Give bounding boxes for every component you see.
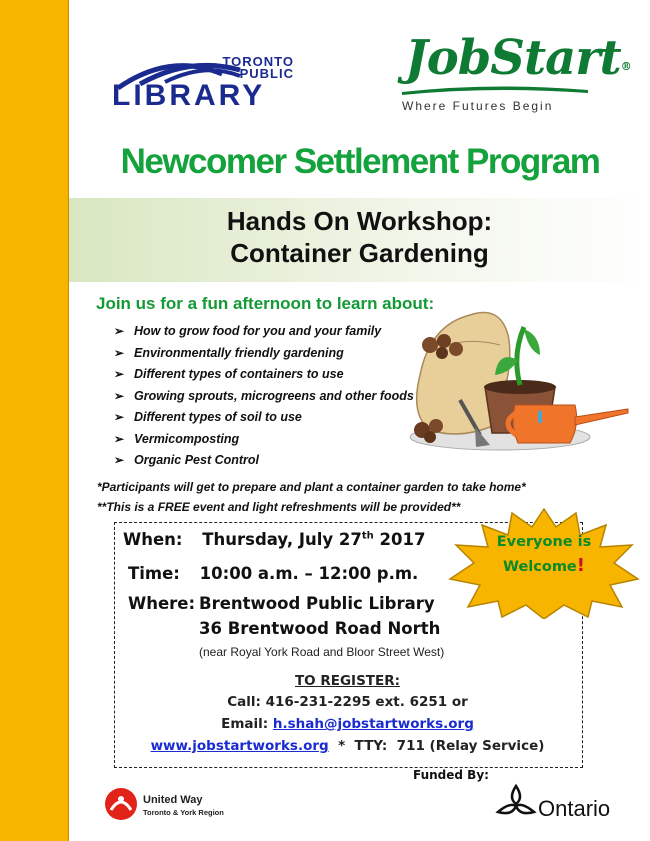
list-item <box>114 407 414 429</box>
workshop-title <box>69 205 650 269</box>
list-item <box>114 386 414 408</box>
ontario-logo <box>494 780 634 825</box>
free-event-note: **This is a FREE event and light refreshments will be provided** <box>97 500 461 514</box>
topic-text: Different types of soil to use <box>134 410 302 424</box>
tty-text: * TTY: 711 (Relay Service) <box>328 738 545 754</box>
container-gardening-illustration <box>400 305 636 455</box>
where-label: Where: <box>128 594 196 613</box>
program-title: Newcomer Settlement Program <box>120 142 600 181</box>
united-way-region: Toronto & York Region <box>143 808 224 817</box>
topic-text: Vermicomposting <box>134 431 240 446</box>
email-link[interactable]: h.shah@jobstartworks.org <box>272 716 474 732</box>
united-way-logo <box>103 784 243 824</box>
ontario-name: Ontario <box>538 796 611 821</box>
topic-text: Growing sprouts, microgreens and other foods <box>134 388 414 403</box>
united-way-hand-icon <box>103 786 139 822</box>
intro-heading: Join us for a fun afternoon to learn about: <box>96 294 435 313</box>
badge-text <box>446 530 642 579</box>
topics-list <box>114 321 414 472</box>
jobstart-tagline: Where Futures Begin <box>402 99 554 113</box>
united-way-name: United Way <box>143 794 203 806</box>
tpl-logo-small-text <box>222 56 294 80</box>
workshop-line1: Hands On Workshop: <box>226 206 493 236</box>
list-item <box>114 343 414 365</box>
arrow-bullet-icon: ➢ <box>114 453 125 467</box>
tpl-toronto: TORONTO <box>222 54 294 69</box>
list-item <box>114 450 414 472</box>
arrow-bullet-icon: ➢ <box>114 324 125 338</box>
list-item <box>114 321 414 343</box>
workshop-line2: Container Gardening <box>230 238 489 268</box>
when-year: 2017 <box>373 530 426 549</box>
jobstart-name: JobStart <box>405 30 621 86</box>
list-item <box>114 364 414 386</box>
where-note: (near Royal York Road and Bloor Street West) <box>199 645 445 659</box>
toronto-public-library-logo <box>110 50 300 110</box>
time-value: 10:00 a.m. – 12:00 p.m. <box>199 564 419 583</box>
where-line2: 36 Brentwood Road North <box>199 619 441 638</box>
topic-text: Environmentally friendly gardening <box>134 345 344 360</box>
topic-text: How to grow food for you and your family <box>134 324 382 338</box>
badge-welcome: Welcome <box>502 559 577 575</box>
left-sidebar-bar <box>0 0 69 841</box>
arrow-bullet-icon: ➢ <box>114 367 125 381</box>
participants-note: *Participants will get to prepare and plant a container garden to take home* <box>97 480 526 494</box>
when-date: Thursday, July 27 <box>202 530 362 549</box>
jobstart-logo <box>405 30 631 86</box>
when-value <box>202 530 425 549</box>
list-item <box>114 429 414 451</box>
funded-by: Funded By: <box>413 768 489 782</box>
jobstart-swoosh-icon <box>400 84 590 96</box>
register-call: Call: 416-231-2295 ext. 6251 or <box>227 694 468 710</box>
topic-text: Organic Pest Control <box>134 453 260 467</box>
badge-line2 <box>446 554 642 579</box>
topic-text: Different types of containers to use <box>134 367 344 381</box>
website-link[interactable]: www.jobstartworks.org <box>150 738 329 754</box>
register-web-row <box>114 738 581 754</box>
register-heading: TO REGISTER: <box>294 673 401 689</box>
jobstart-registered: ® <box>620 60 631 73</box>
when-suffix: th <box>361 530 374 542</box>
arrow-bullet-icon: ➢ <box>114 345 125 360</box>
tpl-library: LIBRARY <box>112 79 266 112</box>
badge-line1: Everyone is <box>496 534 592 550</box>
arrow-bullet-icon: ➢ <box>114 388 125 403</box>
trillium-icon <box>494 782 538 822</box>
tpl-public: PUBLIC <box>239 66 294 81</box>
email-label: Email: <box>221 716 273 732</box>
when-label: When: <box>123 530 183 549</box>
arrow-bullet-icon: ➢ <box>114 431 125 446</box>
time-label: Time: <box>128 564 180 583</box>
arrow-bullet-icon: ➢ <box>114 410 125 424</box>
badge-exclamation: ! <box>576 555 585 576</box>
when-row <box>123 530 425 549</box>
register-email-row <box>114 716 581 732</box>
time-row <box>128 564 418 583</box>
where-line1: Brentwood Public Library <box>199 594 435 613</box>
